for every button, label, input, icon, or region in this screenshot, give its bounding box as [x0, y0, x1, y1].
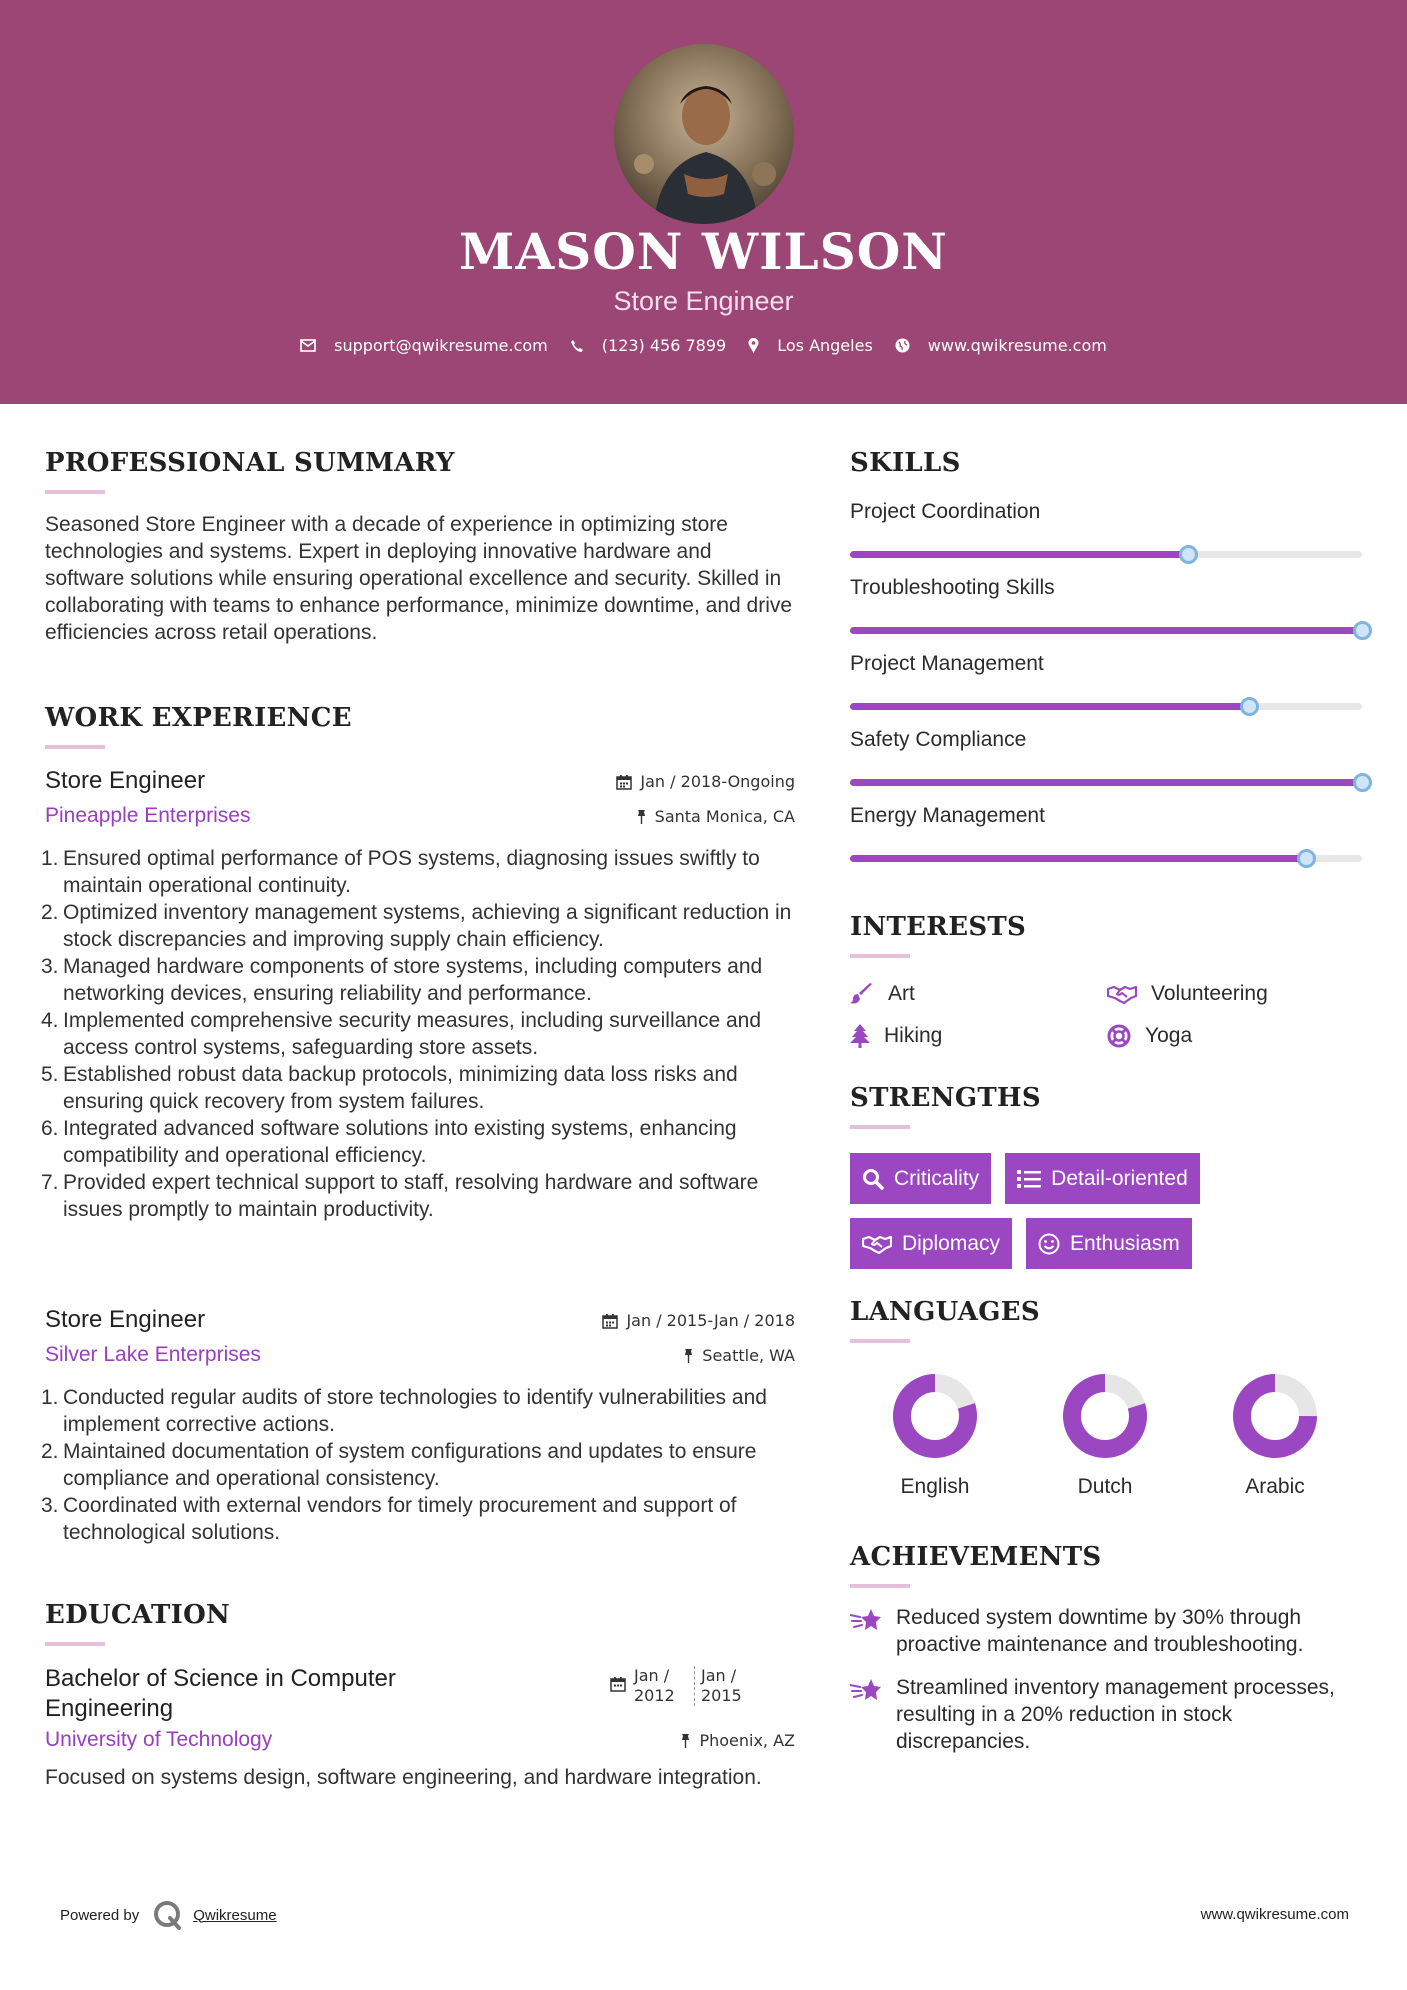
list-item	[41, 953, 795, 1007]
list-item	[41, 1169, 795, 1223]
list-item	[41, 1438, 795, 1492]
education-heading: EDUCATION	[45, 1600, 231, 1630]
language-item	[1190, 1373, 1360, 1499]
calendar-icon	[616, 774, 632, 790]
search-icon	[862, 1168, 884, 1190]
achievement-item	[850, 1604, 1370, 1658]
list-number: 1.	[41, 847, 59, 870]
shooting-star-icon	[850, 1678, 882, 1702]
list-item-text: Integrated advanced software solutions into existing systems, enhancing compatibility and operational efficiency.	[63, 1117, 737, 1167]
contact-phone[interactable]	[570, 336, 726, 355]
list-item-text: Conducted regular audits of store technologies to identify vulnerabilities and implement corrective actions.	[63, 1386, 767, 1436]
strengths-divider	[850, 1125, 910, 1129]
job-title: Store Engineer	[45, 1306, 206, 1333]
job-date	[602, 1311, 795, 1330]
list-item	[41, 845, 795, 899]
job-responsibilities	[41, 845, 795, 1223]
list-item-text: Ensured optimal performance of POS systems, diagnosing issues swiftly to maintain operational continuity.	[63, 847, 760, 897]
list-number: 3.	[41, 1494, 59, 1517]
achievement-item	[850, 1674, 1370, 1755]
achievement-text: Reduced system downtime by 30% through proactive maintenance and troubleshooting.	[896, 1606, 1304, 1656]
envelope-icon	[300, 339, 316, 352]
contact-website[interactable]	[895, 336, 1107, 355]
contact-email[interactable]	[300, 336, 548, 355]
language-item	[850, 1373, 1020, 1499]
job-location	[636, 807, 795, 826]
education-subheader	[45, 1728, 795, 1758]
language-label: Arabic	[1245, 1475, 1305, 1498]
list-icon	[1017, 1169, 1041, 1189]
interests-divider	[850, 954, 910, 958]
pushpin-icon	[680, 1733, 691, 1748]
list-item-text: Coordinated with external vendors for timely procurement and support of technological solutions.	[63, 1494, 737, 1544]
lifebuoy-icon	[1107, 1024, 1131, 1048]
smile-icon	[1038, 1233, 1060, 1255]
strengths-tags	[850, 1153, 1370, 1269]
achievements-divider	[850, 1584, 910, 1588]
job-location-text: Santa Monica, CA	[654, 807, 795, 826]
languages-list	[850, 1373, 1370, 1499]
skill-bar-track	[850, 627, 1362, 634]
list-number: 2.	[41, 1440, 59, 1463]
calendar-icon	[602, 1313, 618, 1329]
strengths-heading: STRENGTHS	[850, 1083, 1041, 1113]
skill-label: Troubleshooting Skills	[850, 576, 1055, 599]
education-location-text: Phoenix, AZ	[699, 1731, 795, 1750]
interests-list	[850, 982, 1370, 1048]
education-date-end	[694, 1666, 744, 1706]
list-number: 3.	[41, 955, 59, 978]
list-number: 7.	[41, 1171, 59, 1194]
interest-label: Art	[888, 982, 915, 1005]
languages-divider	[850, 1339, 910, 1343]
skill-bar-track	[850, 551, 1362, 558]
job-responsibilities	[41, 1384, 795, 1546]
list-item-text: Established robust data backup protocols, minimizing data loss risks and ensuring quick recovery from system failures.	[63, 1063, 738, 1113]
contact-phone-text: (123) 456 7899	[601, 336, 727, 355]
language-label: Dutch	[1077, 1475, 1133, 1498]
experience-heading: WORK EXPERIENCE	[45, 703, 352, 733]
list-number: 2.	[41, 901, 59, 924]
education-header	[45, 1664, 795, 1726]
summary-section	[45, 448, 795, 646]
powered-by-label: Powered by	[60, 1906, 140, 1924]
phone-icon	[570, 339, 584, 353]
skill-bar-knob[interactable]	[1297, 849, 1316, 868]
candidate-name: MASON WILSON	[459, 222, 948, 281]
job-header	[45, 767, 795, 797]
skill-bar-knob[interactable]	[1240, 697, 1259, 716]
list-item-text: Managed hardware components of store systems, including computers and networking devices, ensuring reliability and performance.	[63, 955, 763, 1005]
strength-label: Detail-oriented	[1051, 1166, 1188, 1190]
job-title: Store Engineer	[45, 767, 206, 794]
achievement-text: Streamlined inventory management processes, resulting in a 20% reduction in stock discrepancies.	[896, 1676, 1335, 1753]
skill-bar-fill	[850, 551, 1188, 558]
paintbrush-icon	[850, 983, 874, 1005]
job-date-text: Jan / 2018-Ongoing	[640, 772, 795, 791]
contact-email-text: support@qwikresume.com	[334, 336, 548, 355]
job-company: Silver Lake Enterprises	[45, 1343, 261, 1366]
experience-divider	[45, 745, 105, 749]
list-item-text: Optimized inventory management systems, achieving a significant reduction in stock discrepancies and improving supply chain efficiency.	[63, 901, 792, 951]
date-start-month: Jan /	[634, 1666, 670, 1685]
language-donut	[1062, 1373, 1148, 1459]
interest-item	[850, 982, 1107, 1006]
interest-label: Yoga	[1145, 1024, 1193, 1047]
skill-bar-fill	[850, 779, 1362, 786]
tree-icon	[850, 1024, 870, 1048]
skills-section	[850, 448, 1370, 880]
job-location-text: Seattle, WA	[702, 1346, 795, 1365]
skill-label: Project Coordination	[850, 500, 1041, 523]
interest-item	[1107, 982, 1364, 1006]
list-item	[41, 899, 795, 953]
list-number: 4.	[41, 1009, 59, 1032]
skill-label: Safety Compliance	[850, 728, 1027, 751]
skill-bar-fill	[850, 703, 1249, 710]
map-pin-icon	[748, 338, 759, 353]
skills-list	[850, 500, 1370, 880]
interest-label: Volunteering	[1151, 982, 1268, 1005]
summary-divider	[45, 490, 105, 494]
skill-bar-knob[interactable]	[1353, 621, 1372, 640]
job-location	[683, 1346, 795, 1365]
tag-row	[850, 1218, 1370, 1269]
interest-label: Hiking	[884, 1024, 943, 1047]
skill-bar-track	[850, 779, 1362, 786]
list-item	[41, 1115, 795, 1169]
strengths-section	[850, 1083, 1370, 1283]
list-item	[41, 1492, 795, 1546]
strength-tag	[850, 1218, 1012, 1269]
achievements-section	[850, 1542, 1370, 1755]
globe-icon	[895, 338, 910, 353]
tag-row	[850, 1153, 1370, 1204]
skill-bar-knob[interactable]	[1353, 773, 1372, 792]
language-donut	[892, 1373, 978, 1459]
skill-label: Project Management	[850, 652, 1044, 675]
languages-heading: LANGUAGES	[850, 1297, 1040, 1327]
job-company: Pineapple Enterprises	[45, 804, 251, 827]
summary-text: Seasoned Store Engineer with a decade of experience in optimizing store technologies and systems. Expert in deploying innovative hardware and software solutions while ensuring operational excellence and security. Skilled in collaborating with teams to enhance performance, minimize downtime, and drive efficiencies across retail operations.	[45, 513, 793, 644]
qwikresume-link[interactable]: Qwikresume	[193, 1906, 277, 1924]
job-date-text: Jan / 2015-Jan / 2018	[626, 1311, 795, 1330]
job-header	[45, 1306, 795, 1336]
date-start-year: 2012	[634, 1686, 675, 1705]
skill-bar-fill	[850, 855, 1306, 862]
skill-bar-fill	[850, 627, 1362, 634]
interest-item	[1107, 1024, 1364, 1048]
interest-item	[850, 1024, 1107, 1048]
list-number: 5.	[41, 1063, 59, 1086]
profile-photo-graphic	[614, 44, 794, 224]
pushpin-icon	[636, 809, 647, 824]
skills-heading: SKILLS	[850, 448, 961, 478]
achievements-list	[850, 1604, 1370, 1755]
languages-section	[850, 1297, 1370, 1499]
strength-label: Enthusiasm	[1070, 1231, 1180, 1255]
education-section	[45, 1600, 795, 1791]
calendar-icon	[610, 1676, 626, 1692]
list-item-text: Maintained documentation of system configurations and updates to ensure compliance and operational consistency.	[63, 1440, 757, 1490]
skill-bar-track	[850, 703, 1362, 710]
qwikresume-logo-icon	[153, 1900, 183, 1930]
summary-heading: PROFESSIONAL SUMMARY	[45, 448, 455, 478]
list-item	[41, 1384, 795, 1438]
skill-bar-knob[interactable]	[1179, 545, 1198, 564]
list-number: 6.	[41, 1117, 59, 1140]
list-item-text: Implemented comprehensive security measures, including surveillance and access control systems, safeguarding store assets.	[63, 1009, 762, 1059]
skill-item	[850, 728, 1370, 804]
skill-label: Energy Management	[850, 804, 1045, 827]
list-item	[41, 1061, 795, 1115]
contact-website-text: www.qwikresume.com	[927, 336, 1107, 355]
skill-bar-track	[850, 855, 1362, 862]
candidate-title: Store Engineer	[613, 286, 794, 316]
shooting-star-icon	[850, 1608, 882, 1632]
footer-website[interactable]: www.qwikresume.com	[1200, 1906, 1349, 1923]
strength-label: Criticality	[894, 1166, 980, 1190]
date-end-year: 2015	[701, 1686, 742, 1705]
education-divider	[45, 1642, 105, 1646]
education-description: Focused on systems design, software engineering, and hardware integration.	[45, 1766, 762, 1789]
job-date	[616, 772, 795, 791]
school-name: University of Technology	[45, 1728, 273, 1751]
interests-section	[850, 912, 1370, 1048]
language-donut	[1232, 1373, 1318, 1459]
education-location	[680, 1731, 795, 1750]
contact-location	[748, 336, 873, 355]
achievements-heading: ACHIEVEMENTS	[850, 1542, 1102, 1572]
degree-title: Bachelor of Science in Computer Engineering	[45, 1665, 396, 1722]
skill-item	[850, 804, 1370, 880]
date-end-month: Jan /	[701, 1666, 737, 1685]
contact-bar	[0, 336, 1407, 355]
strength-tag	[1005, 1153, 1200, 1204]
handshake-icon	[1107, 984, 1137, 1004]
pushpin-icon	[683, 1348, 694, 1363]
job-subheader	[45, 1343, 795, 1373]
strength-label: Diplomacy	[902, 1231, 1001, 1255]
job-subheader	[45, 804, 795, 834]
language-item	[1020, 1373, 1190, 1499]
skill-item	[850, 576, 1370, 652]
strength-tag	[850, 1153, 991, 1204]
profile-photo	[614, 44, 794, 224]
job-entry	[41, 1306, 795, 1546]
list-number: 1.	[41, 1386, 59, 1409]
handshake-icon	[862, 1234, 892, 1254]
skill-item	[850, 500, 1370, 576]
list-item	[41, 1007, 795, 1061]
job-entry	[41, 767, 795, 1223]
skill-item	[850, 652, 1370, 728]
interests-heading: INTERESTS	[850, 912, 1027, 942]
education-date-start	[634, 1666, 694, 1706]
language-label: English	[900, 1475, 970, 1498]
strength-tag	[1026, 1218, 1192, 1269]
education-date	[610, 1666, 744, 1706]
resume-header	[0, 0, 1407, 404]
list-item-text: Provided expert technical support to staff, resolving hardware and software issues promptly to maintain productivity.	[63, 1171, 759, 1221]
footer-powered-by	[60, 1900, 277, 1930]
experience-section	[41, 703, 795, 1223]
contact-location-text: Los Angeles	[777, 336, 873, 355]
